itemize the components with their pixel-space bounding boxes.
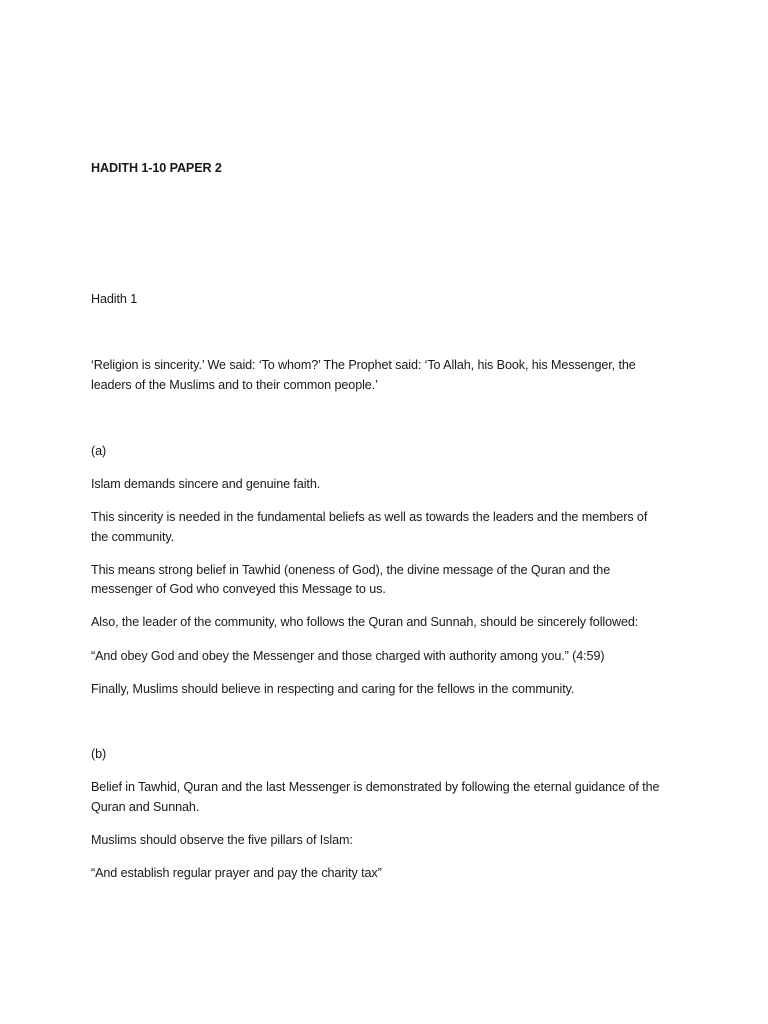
section-a-paragraph-3-line-2: messenger of God who conveyed this Message to us. (91, 582, 386, 596)
hadith-heading: Hadith 1 (91, 292, 138, 306)
hadith-quote-line-2: leaders of the Muslims and to their common people.’ (91, 378, 378, 392)
section-a-paragraph-3-line-1: This means strong belief in Tawhid (oneness of God), the divine message of the Quran and the (91, 563, 611, 577)
section-b-paragraph-1-line-1: Belief in Tawhid, Quran and the last Messenger is demonstrated by following the eternal guidance of the (91, 780, 660, 794)
section-a-paragraph-1: Islam demands sincere and genuine faith. (91, 477, 321, 491)
section-a-paragraph-2-line-2: the community. (91, 530, 175, 544)
section-b-label: (b) (91, 747, 107, 761)
hadith-quote-line-1: ‘Religion is sincerity.’ We said: ‘To whom?’ The Prophet said: ‘To Allah, his Book, his Messenger, the (91, 358, 636, 372)
section-a-quote: “And obey God and obey the Messenger and those charged with authority among you.” (4:59) (91, 649, 605, 663)
section-b-paragraph-2: Muslims should observe the five pillars of Islam: (91, 833, 353, 847)
section-a-paragraph-2-line-1: This sincerity is needed in the fundamental beliefs as well as towards the leaders and the members of (91, 510, 648, 524)
section-b-paragraph-1-line-2: Quran and Sunnah. (91, 800, 200, 814)
section-a-paragraph-4: Also, the leader of the community, who follows the Quran and Sunnah, should be sincerely followed: (91, 615, 639, 629)
section-a-label: (a) (91, 444, 107, 458)
section-a-paragraph-6: Finally, Muslims should believe in respecting and caring for the fellows in the community. (91, 682, 575, 696)
section-b-quote: “And establish regular prayer and pay the charity tax” (91, 866, 382, 880)
document-title: HADITH 1-10 PAPER 2 (91, 161, 222, 175)
